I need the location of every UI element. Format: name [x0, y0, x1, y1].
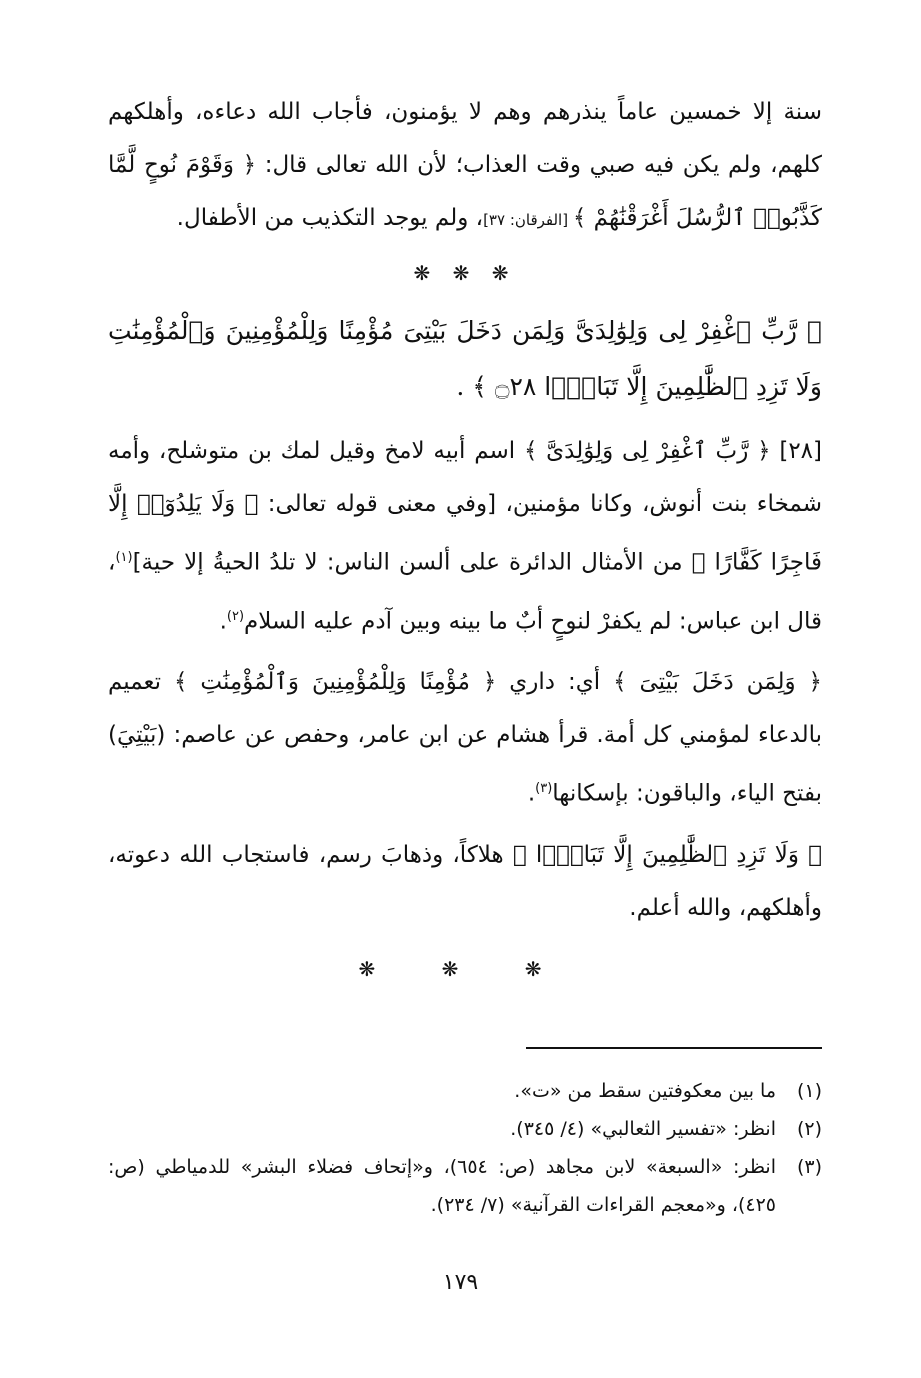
footnote-number: (٢) [796, 1118, 822, 1140]
intro-text-a: سنة إلا خمسين عاماً ينذرهم وهم لا يؤمنون، فأجاب الله دعاءه، وأهلكهم كلهم، ولم يكن فيه صبي وقت العذاب؛ لأن الله تعالى قال: [108, 99, 822, 178]
section-divider-stars: ❋ ❋ ❋ [413, 261, 517, 285]
commentary-text-1d: . [219, 608, 227, 635]
quran-quote-furqan: ﴿ وَقَوْمَ نُوحٍ لَّمَّا كَذَّبُوا۟ ٱلرُّسُلَ أَغْرَقْنَٰهُمْ ﴾ [108, 152, 822, 231]
verse-number-label: [٢٨] [770, 438, 823, 464]
footnote-number: (٣) [796, 1156, 822, 1178]
commentary-text-1b: من الأمثال الدائرة على ألسن الناس: لا تلدُ الحيةُ إلا حية] [132, 549, 692, 576]
commentary-paragraph-1 [108, 425, 822, 648]
footnote-item [108, 1072, 822, 1110]
footnote-separator [526, 1047, 822, 1049]
quran-quote-1: ﴿ رَّبِّ ٱغْفِرْ لِى وَلِوَٰلِدَىَّ ﴾ [523, 438, 771, 464]
footnote-text: ما بين معكوفتين سقط من «ت». [514, 1080, 776, 1102]
footnotes [108, 1072, 822, 1224]
end-divider-stars: ❋ ❋ ❋ [358, 956, 572, 981]
commentary-text-2b: تعميم بالدعاء لمؤمني كل أمة. قرأ هشام عن ابن عامر، وحفص عن عاصم: (بَيْتِيَ) بفتح الياء، والباقون: بإسكانها [108, 669, 822, 807]
footnote-item [108, 1110, 822, 1148]
commentary-text-1a: اسم أبيه لامخ وقيل لمك بن متوشلح، وأمه شمخاء بنت أنوش، وكانا مؤمنين، [وفي معنى قوله تعالى: [108, 438, 822, 517]
intro-text-b: ، ولم يوجد التكذيب من الأطفال. [176, 205, 484, 231]
footnote-marker-1[interactable]: (١) [115, 550, 133, 565]
verse-28: ﴿ رَّبِّ ٱغْفِرْ لِى وَلِوَٰلِدَىَّ وَلِمَن دَخَلَ بَيْتِىَ مُؤْمِنًا وَلِلْمُؤْمِنِينَ وَٱلْمُؤْمِنَٰتِ وَلَا تَزِدِ ٱلظَّٰلِمِينَ إِلَّا تَبَارًۢا ۝٢٨ ﴾ . [108, 316, 822, 401]
quran-quote-4: ﴿ مُؤْمِنًا وَلِلْمُؤْمِنِينَ وَٱلْمُؤْمِنَٰتِ ﴾ [173, 669, 497, 696]
footnote-text: انظر: «السبعة» لابن مجاهد (ص: ٦٥٤)، و«إتحاف فضلاء البشر» للدمياطي (ص: ٤٢٥)، و«معجم القراءات القرآنية» (٧/ ٢٣٤). [108, 1156, 777, 1216]
page-body [108, 86, 822, 995]
footnote-marker-2[interactable]: (٢) [226, 608, 245, 624]
commentary-paragraph-3 [108, 829, 822, 935]
intro-paragraph [108, 86, 822, 247]
footnote-item [108, 1148, 822, 1224]
commentary-text-2a: أي: داري [496, 669, 614, 696]
footnote-marker-3[interactable]: (٣) [535, 781, 553, 797]
commentary-text-2c: . [527, 780, 536, 807]
quran-quote-5: ﴿ وَلَا تَزِدِ ٱلظَّٰلِمِينَ إِلَّا تَبَارًۢا ﴾ [512, 841, 822, 868]
commentary-text-1c: ، قال ابن عباس: لم يكفرْ لنوحٍ أبٌ ما بينه وبين آدم عليه السلام [108, 549, 822, 635]
commentary-paragraph-2 [108, 656, 822, 821]
footnote-text: انظر: «تفسير الثعالبي» (٤/ ٣٤٥). [510, 1118, 776, 1140]
page-number: ١٧٩ [442, 1270, 479, 1295]
commentary-text-3a: هلاكاً، وذهابَ رسم، فاستجاب الله دعوته، وأهلكهم، والله أعلم. [108, 841, 822, 921]
footnote-number: (١) [796, 1080, 822, 1102]
quran-quote-2: ﴿ وَلَا يَلِدُوٓا۟ إِلَّا فَاجِرًا كَفَّارًا ﴾ [108, 491, 822, 576]
quran-quote-3: ﴿ وَلِمَن دَخَلَ بَيْتِىَ ﴾ [613, 669, 822, 696]
verse-reference: [الفرقان: ٣٧] [483, 211, 573, 229]
